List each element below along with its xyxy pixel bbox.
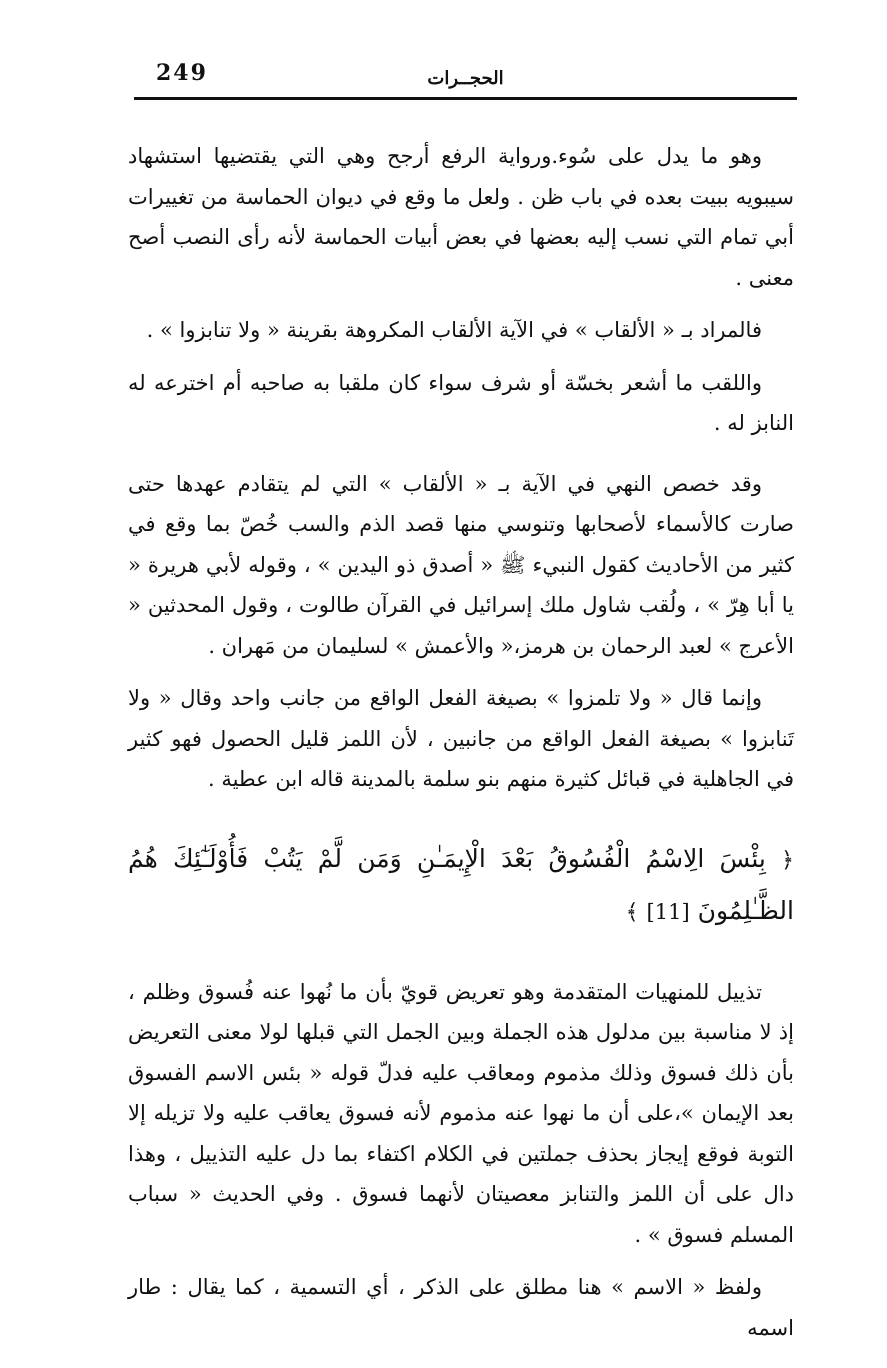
paragraph-7: ولفظ « الاسم » هنا مطلق على الذكر ، أي التسمية ، كما يقال : طار اسمه [128,1275,794,1340]
verse-close-bracket: ﴾ [625,899,639,925]
header-rule [134,97,797,100]
paragraph-6: تذييل للمنهيات المتقدمة وهو تعريض قويّ بأن ما نُهوا عنه فُسوق وظلم ، إذ لا مناسبة بين مدلول هذه الجملة وبين الجمل التي قبلها لولا معنى التعريض بأن ذلك فسوق وذلك مذموم ومعاقب عليه فدلّ قوله « بئس الاسم الفسوق بعد الإيمان »،على أن ما نهوا عنه مذموم لأنه فسوق يعاقب عليه ولا تزيله إلا التوبة فوقع إيجاز بحذف جملتين في الكلام اكتفاء بما دل عليه التذييل ، وهذا دال على أن اللمز والتنابز معصيتان لأنهما فسوق . وفي الحديث « سباب المسلم فسوق » . [128,979,794,1247]
paragraph-5: وإنما قال « ولا تلمزوا » بصيغة الفعل الواقع من جانب واحد وقال « ولا تَنابزوا » بصيغة الفعل الواقع من جانبين ، لأن اللمز قليل الحصول فهو كثير في الجاهلية في قبائل كثيرة منهم بنو سلمة بالمدينة قاله ابن عطية . [128,686,794,791]
verse-text: بِئْسَ الِاسْمُ الْفُسُوقُ بَعْدَ الْإِيمَـٰنِ وَمَن لَّمْ يَتُبْ فَأُوْلَـٰٓئِكَ هُمُ الظَّـٰلِمُونَ [128,843,794,925]
verse-open-bracket: ﴿ [781,847,794,873]
paragraph-3: واللقب ما أشعر بخسّة أو شرف سواء كان ملقبا به صاحبه أم اخترعه له النابز له . [128,370,794,435]
running-title: الحجــرات [427,68,504,89]
quran-verse [128,834,794,938]
verse-number: [11] [646,899,690,924]
paragraph-4: وقد خصص النهي في الآية بـ « الألقاب » التي لم يتقادم عهدها حتى صارت كالأسماء لأصحابها وتنوسي منها قصد الذم والسب خُصّ بما وقع في كثير من الأحاديث كقول النبيء ﷺ « أصدق ذو اليدين » ، وقوله لأبي هريرة « يا أبا هِرّ » ، ولُقب شاول ملك إسرائيل في القرآن طالوت ، وقول المحدثين « الأعرج » لعبد الرحمان بن هرمز،« والأعمش » لسليمان من مَهران . [128,471,794,658]
paragraph-1: وهو ما يدل على سُوء.ورواية الرفع أرجح وهي التي يقتضيها استشهاد سيبويه ببيت بعده في باب ظن . ولعل ما وقع في ديوان الحماسة من تغييرات أبي تمام التي نسب إليه بعضها في بعض أبيات الحماسة لأنه رأى النصب أصح معنى . [128,144,794,290]
paragraph-2: فالمراد بـ « الألقاب » في الآية الألقاب المكروهة بقرينة « ولا تنابزوا » . [146,318,762,342]
page-number: 249 [156,60,208,86]
page-header [134,56,797,96]
page-body [128,136,794,1368]
